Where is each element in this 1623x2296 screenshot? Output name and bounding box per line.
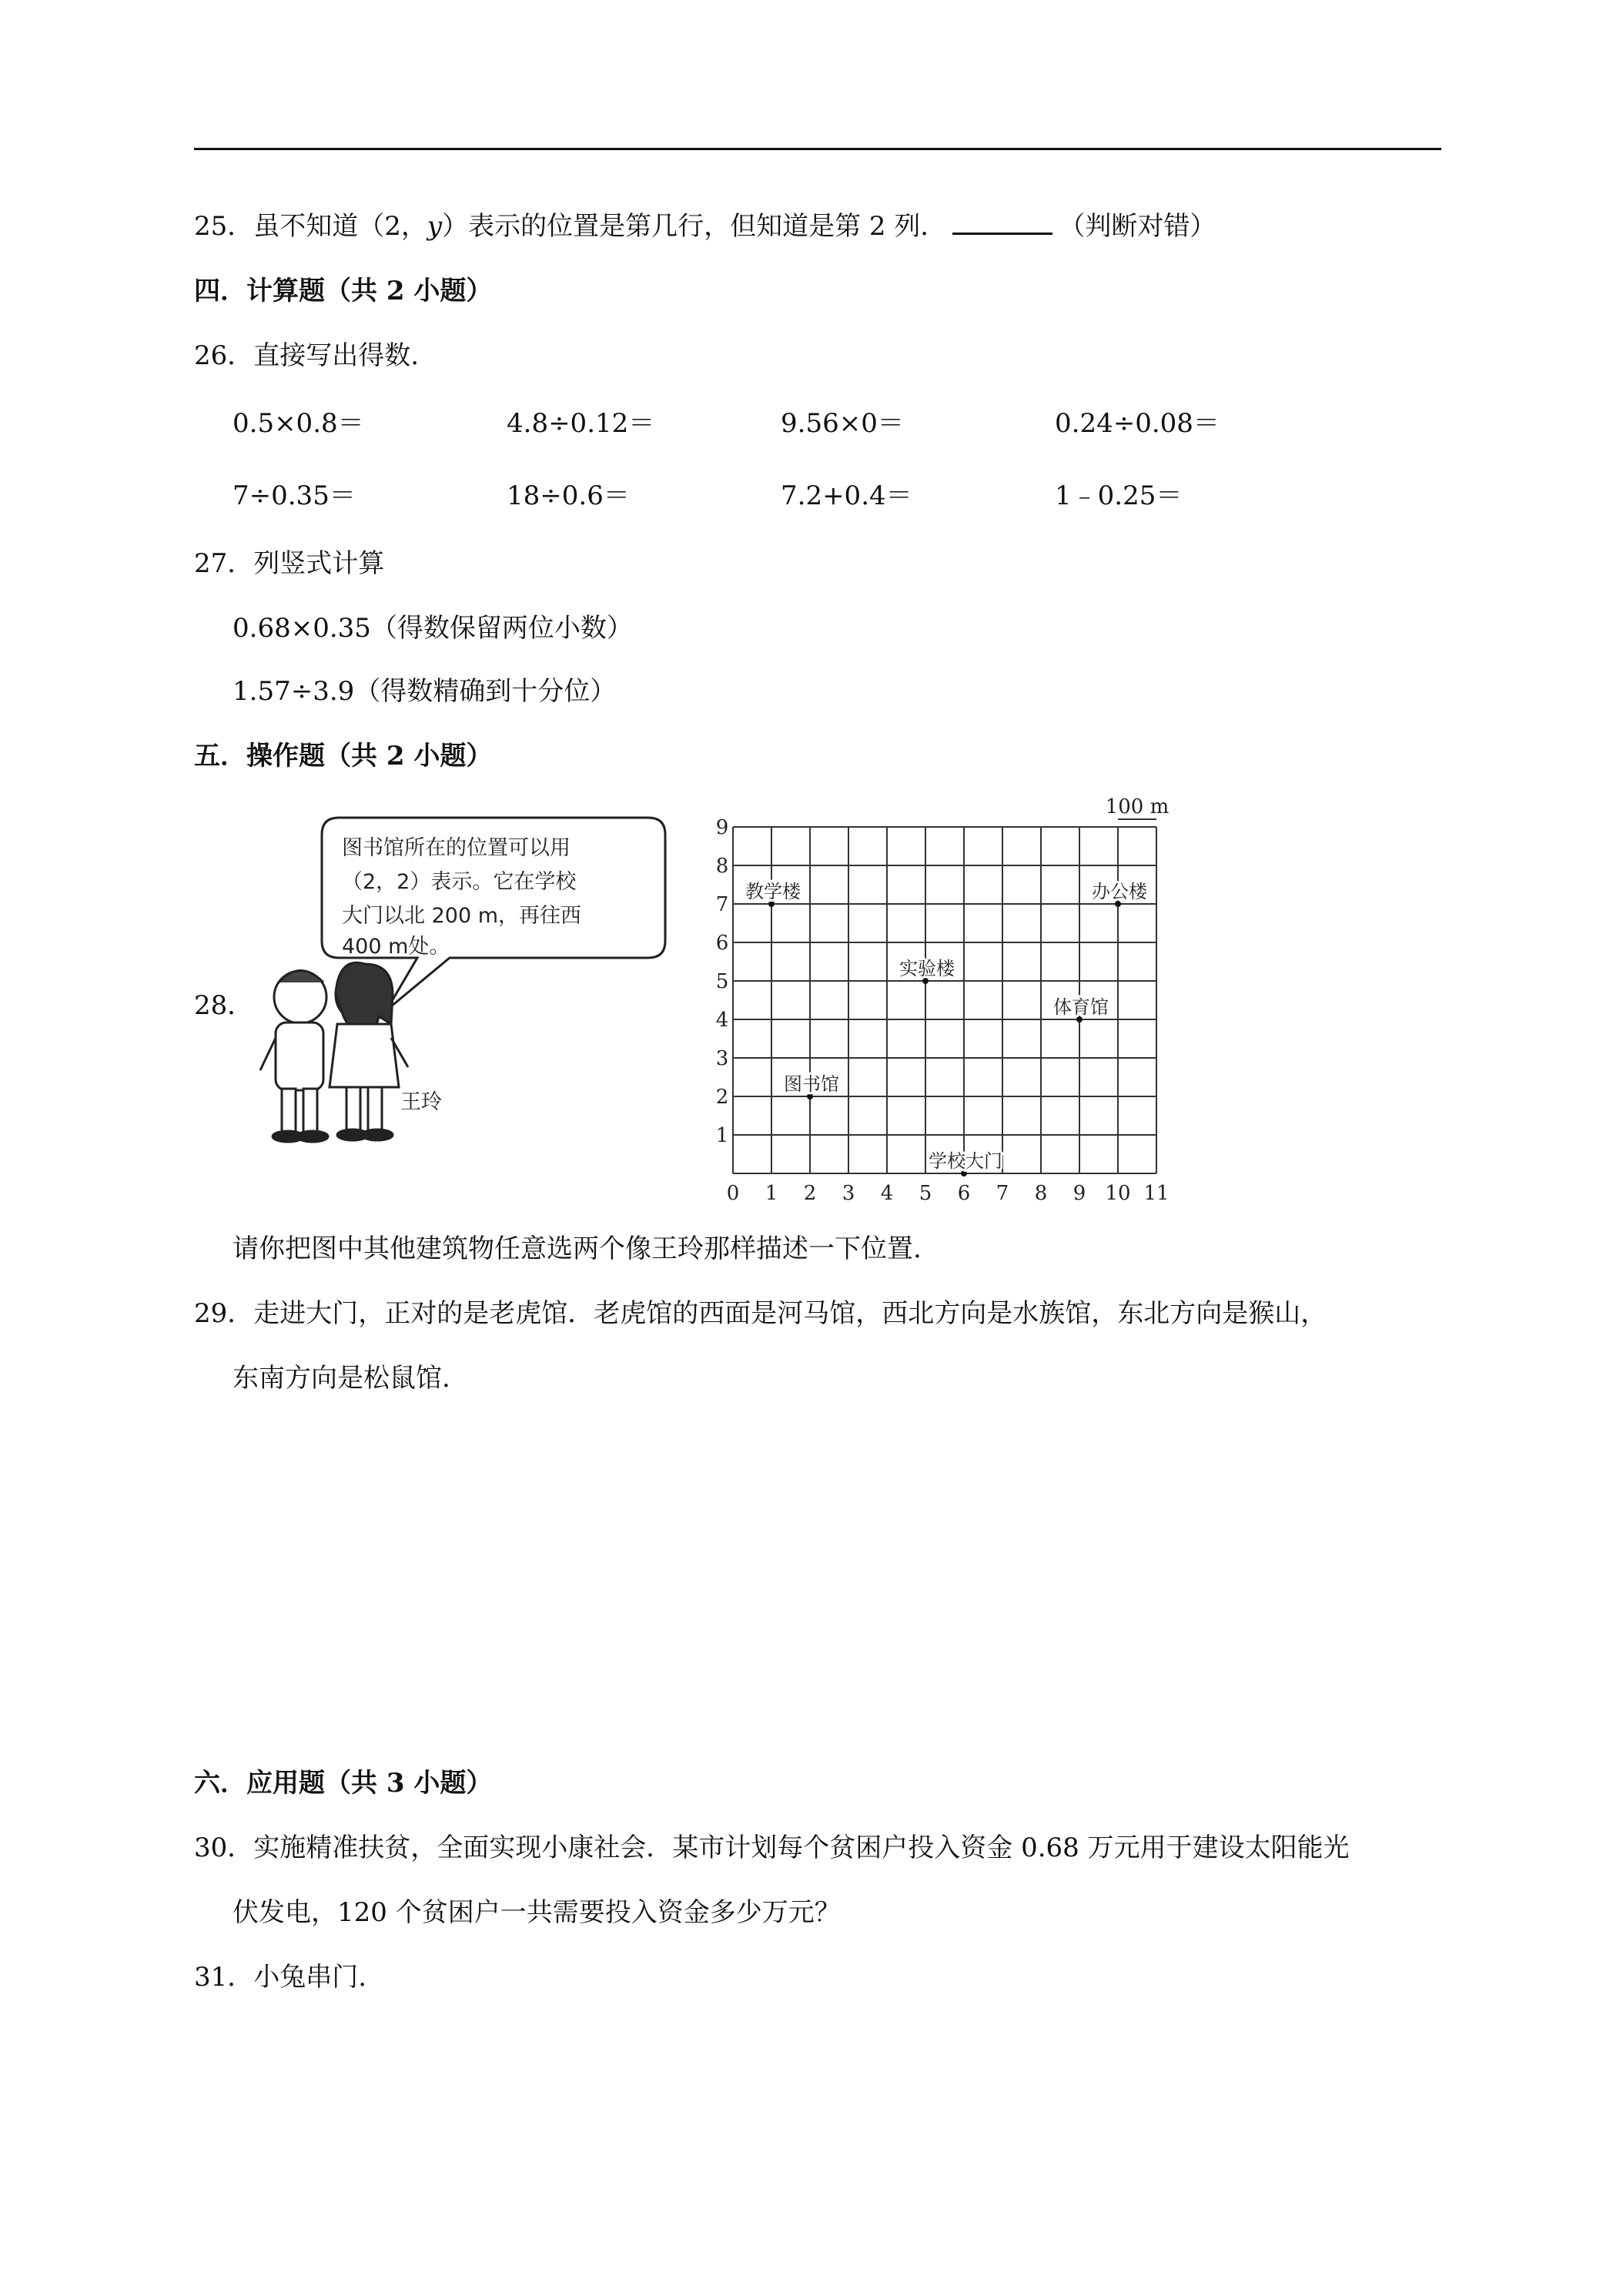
x-tick-label: 8 [1034, 1182, 1048, 1205]
x-tick-label: 0 [726, 1182, 740, 1205]
children-illustration [260, 962, 408, 1142]
y-tick-label: 4 [715, 1009, 729, 1032]
q28-instruction: 请你把图中其他建筑物任意选两个像王玲那样描述一下位置. [233, 1233, 922, 1264]
y-tick-label: 8 [715, 855, 729, 878]
x-tick-label: 5 [919, 1182, 932, 1205]
x-tick-label: 2 [803, 1182, 817, 1205]
section-5-title: 五．操作题（共 2 小题） [194, 741, 493, 771]
x-tick-label: 4 [880, 1182, 894, 1205]
question-28-number: 28． [194, 990, 254, 1021]
x-tick-label: 10 [1105, 1182, 1131, 1205]
calc-item: 18÷0.6＝ [507, 480, 630, 511]
section-6-title: 六．应用题（共 3 小题） [194, 1768, 493, 1799]
bubble-line: 400 m处。 [342, 935, 450, 959]
x-tick-label: 7 [996, 1182, 1009, 1205]
scale-label: 100 m [1105, 795, 1170, 818]
calc-item: 1﹣0.25＝ [1055, 480, 1183, 511]
y-tick-label: 9 [715, 816, 729, 839]
x-tick-label: 9 [1073, 1182, 1086, 1205]
q28-figure [248, 793, 1186, 1213]
q29-line-2: 东南方向是松鼠馆. [233, 1363, 450, 1394]
x-tick-label: 3 [842, 1182, 855, 1205]
q28-figure-svg [248, 793, 1186, 1213]
section-4-title: 四．计算题（共 2 小题） [194, 276, 493, 306]
building-label: 体育馆 [1053, 996, 1109, 1018]
q30-line-1: 30．实施精准扶贫，全面实现小康社会．某市计划每个贫困户投入资金 0.68 万元用于建设太阳能光 [194, 1832, 1350, 1863]
y-tick-label: 5 [715, 970, 729, 993]
q25-text-b: ）表示的位置是第几行，但知道是第 2 列． [442, 211, 947, 242]
q25-var-y: y [427, 211, 443, 242]
question-31-title: 31．小兔串门. [194, 1962, 367, 1993]
speaker-name: 王玲 [400, 1090, 442, 1114]
x-tick-label: 6 [957, 1182, 971, 1205]
calc-item: 7÷0.35＝ [233, 480, 356, 511]
x-tick-label: 1 [765, 1182, 778, 1205]
building-label: 图书馆 [784, 1073, 839, 1095]
calc-item: 4.8÷0.12＝ [507, 408, 655, 439]
building-label: 教学楼 [745, 881, 801, 902]
q25-answer-blank[interactable] [952, 209, 1052, 235]
calc-item: 9.56×0＝ [781, 408, 904, 439]
q25-text-c: （判断对错） [1059, 211, 1216, 242]
building-label: 实验楼 [899, 958, 955, 979]
bubble-line: 图书馆所在的位置可以用 [342, 836, 571, 860]
q30-line-2: 伏发电，120 个贫困户一共需要投入资金多少万元？ [233, 1897, 841, 1928]
question-25 [194, 209, 1216, 243]
y-tick-label: 6 [715, 932, 729, 955]
coordinate-grid [716, 795, 1170, 1205]
y-tick-label: 1 [715, 1124, 729, 1147]
q25-text-a: 25．虽不知道（2， [194, 211, 427, 242]
calc-item: 0.24÷0.08＝ [1055, 408, 1220, 439]
building-label: 办公楼 [1092, 881, 1147, 902]
q27-line-1: 0.68×0.35（得数保留两位小数） [233, 613, 633, 644]
y-tick-label: 3 [715, 1047, 729, 1070]
bubble-line: 大门以北 200 m，再往西 [342, 904, 582, 928]
bubble-line: （2，2）表示。它在学校 [342, 870, 577, 894]
x-tick-label: 11 [1143, 1182, 1170, 1205]
question-26-title: 26．直接写出得数. [194, 340, 420, 371]
q27-line-2: 1.57÷3.9（得数精确到十分位） [233, 676, 617, 707]
question-27-title: 27．列竖式计算 [194, 548, 385, 579]
y-tick-label: 7 [715, 893, 729, 916]
building-label: 学校大门 [929, 1150, 1002, 1172]
y-tick-label: 2 [715, 1086, 729, 1109]
header-rule [194, 148, 1441, 150]
calc-item: 0.5×0.8＝ [233, 408, 364, 439]
calc-item: 7.2+0.4＝ [781, 480, 912, 511]
q29-line-1: 29．走进大门，正对的是老虎馆．老虎馆的西面是河马馆，西北方向是水族馆，东北方向是猴山， [194, 1298, 1327, 1329]
